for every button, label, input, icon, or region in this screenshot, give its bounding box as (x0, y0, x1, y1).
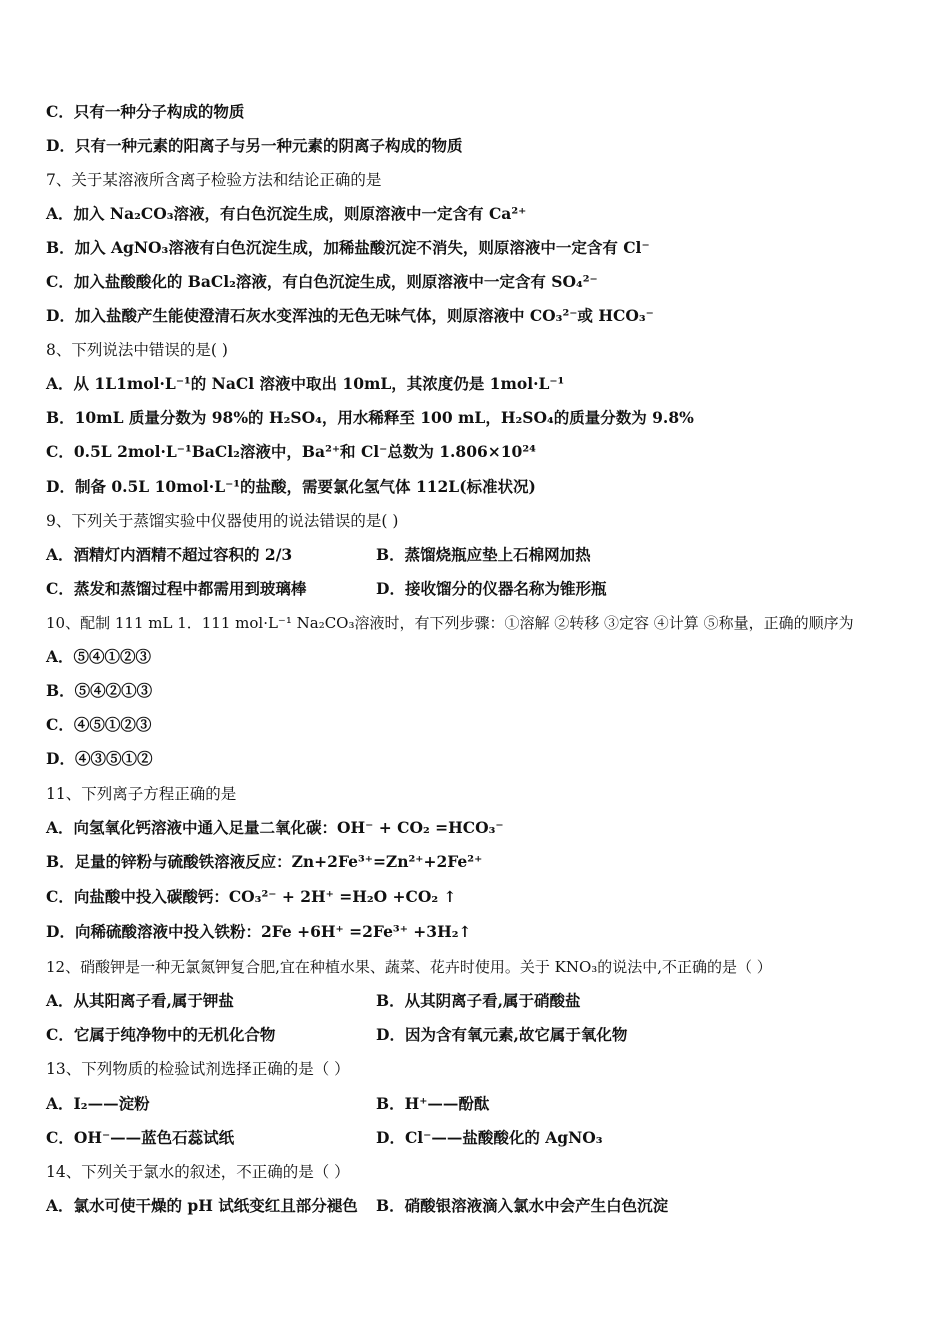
option-line: C．加入盐酸酸化的 BaCl₂溶液，有白色沉淀生成，则原溶液中一定含有 SO₄²⁻ (46, 272, 598, 291)
option-right: D．接收馏分的仪器名称为锥形瓶 (376, 579, 607, 598)
option-left: A．从其阳离子看,属于钾盐 (46, 991, 234, 1010)
question-line: 11、下列离子方程正确的是 (46, 785, 237, 803)
question-line: 7、关于某溶液所含离子检验方法和结论正确的是 (46, 171, 382, 189)
option-left: A．I₂——淀粉 (46, 1094, 150, 1113)
option-line: D．制备 0.5L 10mol·L⁻¹的盐酸，需要氯化氢气体 112L(标准状况) (46, 477, 536, 496)
option-line: D．加入盐酸产生能使澄清石灰水变浑浊的无色无味气体，则原溶液中 CO₃²⁻或 HCO₃⁻ (46, 306, 654, 325)
option-right: B．H⁺——酚酞 (376, 1094, 490, 1113)
option-line: C．向盐酸中投入碳酸钙：CO₃²⁻ + 2H⁺ =H₂O +CO₂ ↑ (46, 887, 457, 906)
option-row (46, 1025, 628, 1045)
option-line: B．10mL 质量分数为 98%的 H₂SO₄，用水稀释至 100 mL，H₂SO₄的质量分数为 9.8% (46, 408, 694, 427)
option-row (46, 1094, 490, 1114)
option-right: D．Cl⁻——盐酸酸化的 AgNO₃ (376, 1128, 603, 1147)
option-line: A．加入 Na₂CO₃溶液，有白色沉淀生成，则原溶液中一定含有 Ca²⁺ (46, 204, 527, 223)
option-line: C．④⑤①②③ (46, 715, 152, 734)
question-line: 10、配制 111 mL 1．111 mol·L⁻¹ Na₂CO₃溶液时，有下列步骤：①溶解 ②转移 ③定容 ④计算 ⑤称量，正确的顺序为 (46, 614, 854, 632)
option-left: A．氯水可使干燥的 pH 试纸变红且部分褪色 (46, 1196, 358, 1215)
question-line: 8、下列说法中错误的是( ) (46, 341, 228, 359)
option-row (46, 1196, 669, 1216)
option-left: C．OH⁻——蓝色石蕊试纸 (46, 1128, 235, 1147)
option-row (46, 545, 591, 565)
question-line: 9、下列关于蒸馏实验中仪器使用的说法错误的是( ) (46, 512, 399, 530)
option-line: B．足量的锌粉与硫酸铁溶液反应：Zn+2Fe³⁺=Zn²⁺+2Fe²⁺ (46, 852, 483, 871)
option-line: C．只有一种分子构成的物质 (46, 102, 245, 121)
question-line: 12、硝酸钾是一种无氯氮钾复合肥,宜在种植水果、蔬菜、花卉时使用。关于 KNO₃的说法中,不正确的是（ ） (46, 958, 772, 976)
option-line: D．向稀硫酸溶液中投入铁粉：2Fe +6H⁺ =2Fe³⁺ +3H₂↑ (46, 922, 472, 941)
option-line: A．⑤④①②③ (46, 647, 152, 666)
option-row (46, 991, 581, 1011)
option-line: A．向氢氧化钙溶液中通入足量二氧化碳：OH⁻ + CO₂ =HCO₃⁻ (46, 818, 504, 837)
option-left: C．蒸发和蒸馏过程中都需用到玻璃棒 (46, 579, 307, 598)
option-left: A．酒精灯内酒精不超过容积的 2/3 (46, 545, 293, 564)
option-line: D．只有一种元素的阳离子与另一种元素的阴离子构成的物质 (46, 136, 463, 155)
option-left: C．它属于纯净物中的无机化合物 (46, 1025, 276, 1044)
option-row (46, 1128, 603, 1148)
option-line: B．⑤④②①③ (46, 681, 153, 700)
option-right: B．蒸馏烧瓶应垫上石棉网加热 (376, 545, 591, 564)
option-line: D．④③⑤①② (46, 749, 153, 768)
option-row (46, 579, 607, 599)
option-line: C．0.5L 2mol·L⁻¹BaCl₂溶液中，Ba²⁺和 Cl⁻总数为 1.806×10²⁴ (46, 442, 536, 461)
option-right: B．从其阴离子看,属于硝酸盐 (376, 991, 581, 1010)
option-right: B．硝酸银溶液滴入氯水中会产生白色沉淀 (376, 1196, 669, 1215)
question-line: 14、下列关于氯水的叙述，不正确的是（ ） (46, 1163, 350, 1181)
option-line: B．加入 AgNO₃溶液有白色沉淀生成，加稀盐酸沉淀不消失，则原溶液中一定含有 Cl⁻ (46, 238, 650, 257)
option-line: A．从 1L1mol·L⁻¹的 NaCl 溶液中取出 10mL，其浓度仍是 1mol·L⁻¹ (46, 374, 565, 393)
question-line: 13、下列物质的检验试剂选择正确的是（ ） (46, 1060, 350, 1078)
option-right: D．因为含有氧元素,故它属于氧化物 (376, 1025, 628, 1044)
